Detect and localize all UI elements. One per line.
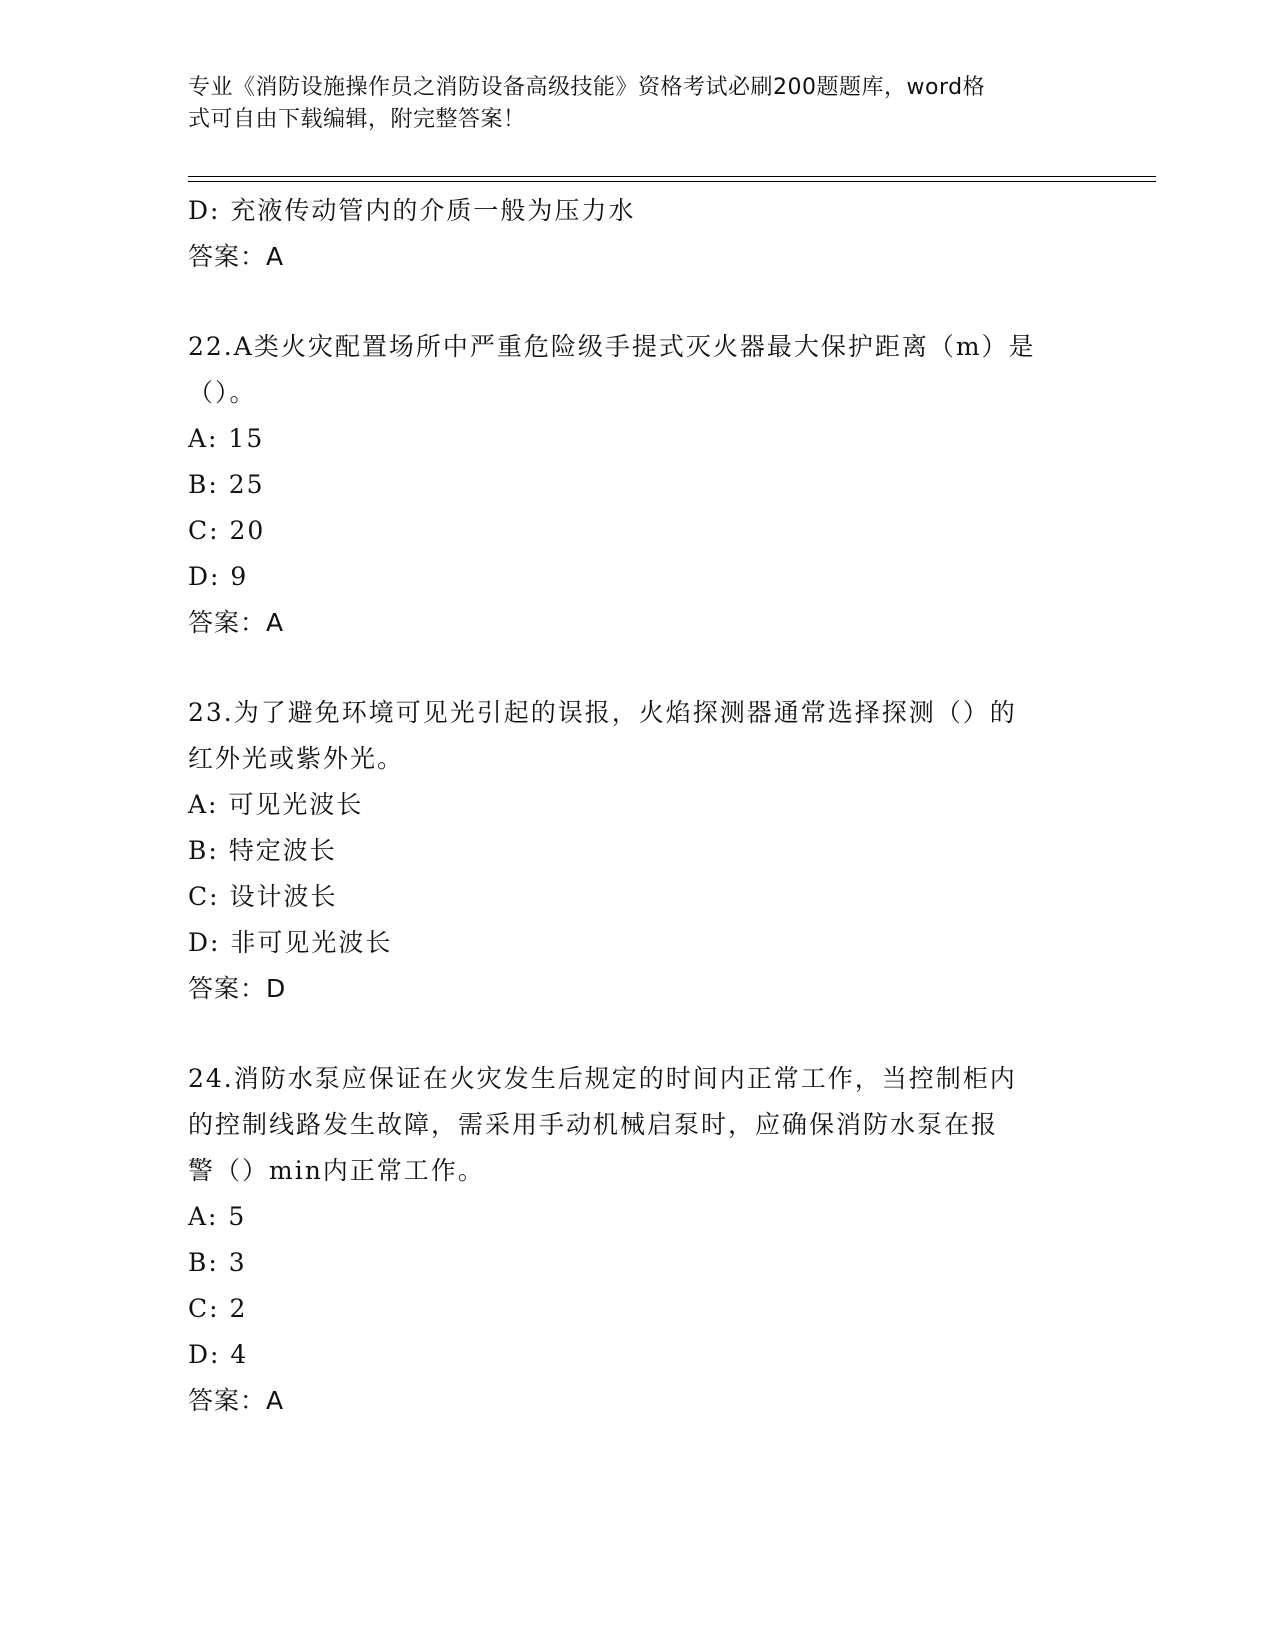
answer-line: 答案：A: [188, 608, 285, 637]
header-divider-bottom: [188, 181, 1156, 182]
option-d: D: 4: [188, 1340, 249, 1369]
question-stem-line: 22.A类火灾配置场所中严重危险级手提式灭火器最大保护距离（m）是: [188, 332, 1036, 361]
page-header: [188, 72, 1078, 136]
document-body: [188, 188, 1088, 1424]
answer-line: 答案：A: [188, 242, 285, 271]
option-b: B: 特定波长: [188, 836, 337, 865]
question-stem-line: 警（）min内正常工作。: [188, 1156, 485, 1185]
question-stem-line: 24.消防水泵应保证在火灾发生后规定的时间内正常工作，当控制柜内: [188, 1064, 1017, 1093]
previous-question-tail: [188, 188, 1088, 280]
option-b: B: 25: [188, 470, 265, 499]
option-c: C: 2: [188, 1294, 248, 1323]
question-23: [188, 690, 1088, 1012]
question-22: [188, 324, 1088, 646]
option-d: D: 充液传动管内的介质一般为压力水: [188, 196, 636, 225]
question-stem-line: 红外光或紫外光。: [188, 744, 405, 773]
option-a: A: 可见光波长: [188, 790, 364, 819]
header-divider-top: [188, 176, 1156, 177]
option-c: C: 20: [188, 516, 266, 545]
option-a: A: 15: [188, 424, 265, 453]
question-stem-line: 的控制线路发生故障，需采用手动机械启泵时，应确保消防水泵在报: [188, 1110, 999, 1139]
option-c: C: 设计波长: [188, 882, 338, 911]
option-a: A: 5: [188, 1202, 247, 1231]
answer-line: 答案：A: [188, 1386, 285, 1415]
header-line-1: 专业《消防设施操作员之消防设备高级技能》资格考试必刷200题题库，word格: [188, 75, 986, 100]
question-stem-line: 23.为了避免环境可见光引起的误报，火焰探测器通常选择探测（）的: [188, 698, 1017, 727]
question-24: [188, 1056, 1088, 1424]
question-stem-line: （）。: [188, 378, 257, 407]
option-b: B: 3: [188, 1248, 247, 1277]
answer-line: 答案：D: [188, 974, 287, 1003]
option-d: D: 非可见光波长: [188, 928, 393, 957]
header-line-2: 式可自由下载编辑，附完整答案！: [188, 107, 526, 132]
option-d: D: 9: [188, 562, 249, 591]
